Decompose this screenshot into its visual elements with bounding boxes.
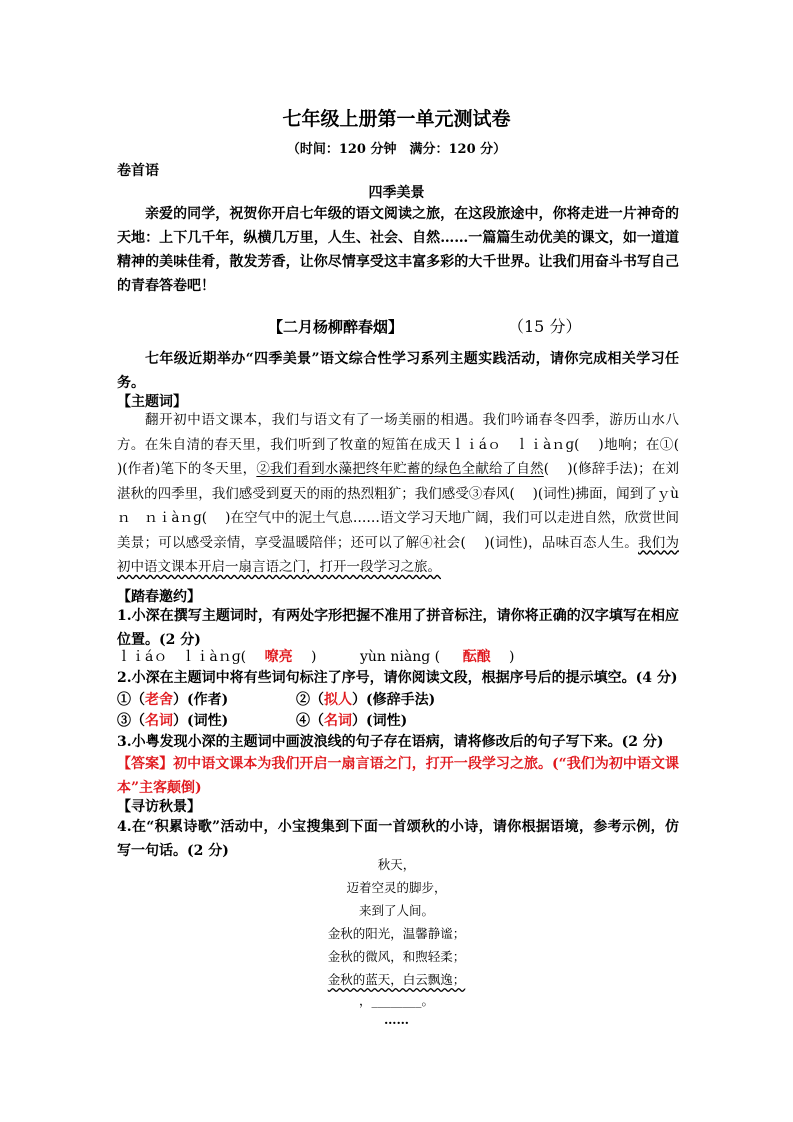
q2-a2: 拟人 [324, 692, 352, 708]
theme-paragraph [117, 408, 697, 580]
q2-a1-pre: ①（ [117, 692, 145, 708]
q1-pinyin-2: yùn niàng ( [360, 649, 441, 665]
section-title: 【二月杨柳醉春烟】 [268, 318, 404, 336]
q2-a1: 老舍 [145, 692, 173, 708]
preface-heading: 卷首语 [117, 163, 159, 179]
q1-answer-row [117, 647, 317, 667]
question-3-answer: 【答案】初中语文课本为我们开启一扇言语之门，打开一段学习之旅。(“我们为初中语文课本”主客颠倒) [117, 756, 679, 796]
question-2: 2.小深在主题词中将有些词句标注了序号，请你阅读文段，根据序号后的提示填空。(4 分) [117, 670, 678, 686]
q1-answer-row-2 [360, 647, 515, 667]
theme-text-1: 翻开初中语文课本，我们与语文有了一场美丽的相遇。我们吟诵春冬四季，游历山水八方。在朱自清的春天里，我们听到了牧童的短笛在成天ｌｉáｏ ｌｉàｎɡ( )地响；在①( )(作者)笔下的冬天里， [117, 412, 697, 477]
poem-line-2: 迈着空灵的脚步， [346, 880, 447, 895]
q2-a3-pre: ③（ [117, 713, 145, 729]
poem-line-3: 来到了人间。 [358, 903, 434, 918]
q2-a4-post: ）(词性) [352, 713, 408, 729]
theme-text-2: ( )(修辞手法)；在刘湛秋的四季里，我们感受到夏天的雨的热烈粗犷；我们感受③春风( )(词性)拂面，闻到了ｙùｎ ｎｉàｎɡ( )在空气中的泥土气息……语文学习天地广阔，我们可以走进自然，欣赏世间美景；可以感受亲情，享受温暖陪伴；还可以了解④社会( )(词性)，品味百态人生。 [117, 461, 680, 551]
q2-answer-4 [296, 711, 407, 731]
q2-a1-post: ）(作者) [173, 692, 229, 708]
theme-wavy-sentence: 我们为初中语文课本开启一扇言语之门，打开一段学习之旅。 [117, 534, 679, 575]
q1-answer-2: 酝酿 [462, 649, 491, 665]
q2-answer-1 [117, 690, 228, 710]
preface-text: 亲爱的同学，祝贺你开启七年级的语文阅读之旅，在这段旅途中，你将走进一片神奇的天地：上下几千年，纵横几万里，人生、社会、自然……一篇篇生动优美的课文，如一道道精神的美味佳肴，散发芳香，让你尽情享受这丰富多彩的大千世界。让我们用奋斗书写自己的青春答卷吧！ [117, 206, 679, 294]
question-4: 4.在“积累诗歌”活动中，小宝搜集到下面一首颂秋的小诗，请你根据语境，参考示例，仿写一句话。(2 分) [117, 819, 679, 859]
poem-line-4: 金秋的阳光，温馨静谧； [327, 926, 466, 941]
theme-heading: 【主题词】 [117, 394, 187, 410]
q2-a4: 名词 [324, 713, 352, 729]
q1-close-1: ) [311, 649, 317, 665]
section-intro: 七年级近期举办“四季美景”语文综合性学习系列主题实践活动，请你完成相关学习任务。 [117, 351, 679, 391]
poem-blank-line: ，________。 [358, 993, 434, 1008]
section-points: （15 分） [508, 317, 582, 336]
poem-line-5: 金秋的微风，和煦轻柔； [327, 949, 466, 964]
invite-heading: 【踏春邀约】 [117, 589, 201, 605]
q1-pinyin-1: ｌｉáｏ ｌｉàｎɡ( [117, 649, 247, 665]
poem-line-6-text: 金秋的蓝天，白云飘逸； [327, 972, 466, 987]
q2-a2-post: ）(修辞手法) [352, 692, 436, 708]
q2-answer-3 [117, 711, 228, 731]
preface-subheading: 四季美景 [368, 185, 425, 201]
q1-close-2: ) [509, 649, 515, 665]
q2-answer-2 [296, 690, 435, 710]
page-title: 七年级上册第一单元测试卷 [282, 108, 511, 130]
q2-a4-pre: ④（ [296, 713, 324, 729]
question-3: 3.小粤发现小深的主题词中画波浪线的句子存在语病，请将修改后的句子写下来。(2 分) [117, 734, 664, 750]
q1-answer-1: 嘹亮 [264, 649, 293, 665]
q2-a2-pre: ②（ [296, 692, 324, 708]
theme-underlined-sentence: ②我们看到水藻把终年贮蓄的绿色全献给了自然 [256, 461, 544, 477]
poem-line-1: 秋天， [377, 857, 416, 872]
question-1: 1.小深在撰写主题词时，有两处字形把握不准用了拼音标注，请你将正确的汉字填写在相应位置。(2 分) [117, 608, 679, 648]
autumn-heading: 【寻访秋景】 [117, 799, 201, 815]
q2-a3: 名词 [145, 713, 173, 729]
poem-ellipsis: …… [384, 1012, 409, 1027]
q2-a3-post: ）(词性) [173, 713, 229, 729]
page-subtitle: （时间：120 分钟 满分：120 分） [286, 142, 507, 157]
